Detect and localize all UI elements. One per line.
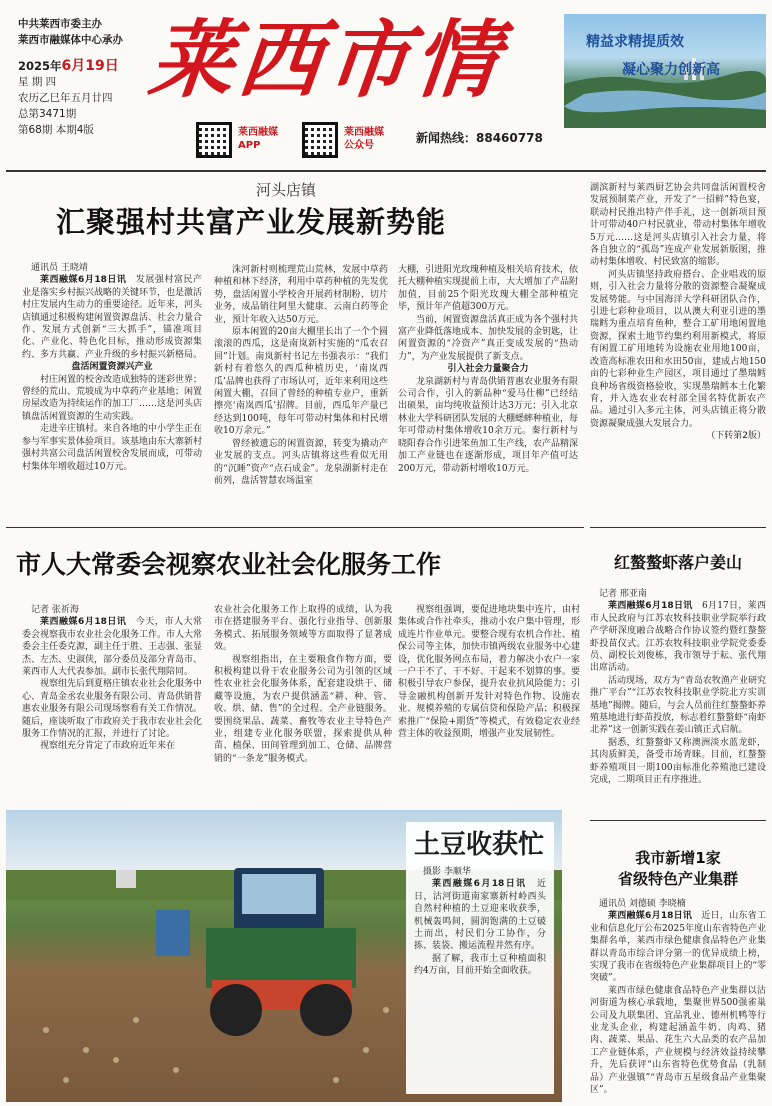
article2-dateline: 莱西融媒6月18日讯 (40, 617, 127, 628)
photo-caption-para (414, 878, 546, 952)
article1-col1-para (22, 274, 202, 361)
article1-subhead-1: 盘活闲置资源兴产业 (71, 362, 153, 373)
photo-title: 土豆收获忙 (414, 830, 545, 860)
issue-year: 2025年 (18, 59, 62, 73)
article2-col1-para: 视察组先后到夏格庄镇农业社会化服务中心、青岛金丞农业服务有限公司、青岛供销普惠农业服务有限公司现场察看有关工作情况。随后，座谈听取了市政府关于我市农业社会化服务工作情况的汇报，并进行了讨论。 (22, 679, 202, 740)
banner-slogan-1: 精益求精提质效 (586, 34, 684, 50)
article1-column-2 (214, 264, 388, 520)
article2-col2-para: 农业社会化服务工作上取得的成绩，认为我市在搭建服务平台、强化行业指导、创新服务模式、拓展服务领域等方面取得了显著成效。 (214, 605, 392, 653)
app-qr-label (238, 126, 278, 152)
article1-headline: 汇聚强村共富产业发展新势能 (56, 205, 447, 239)
photo-caption-para: 据了解，我市土豆种植面积约4万亩，目前开始全面收获。 (414, 953, 546, 977)
issue-info: 第68期 本期4版 (18, 124, 94, 136)
potato-harvest-photo (6, 810, 562, 1102)
article3-text-1: 6月17日，莱西市人民政府与江苏农牧科技职业学院举行政产学研深度融合战略合作协议签约暨红螯螯虾投苗仪式。江苏农牧科技职业学院党委委员、副校长刘俊栋，我市领导于耘、张代翔出席活动。 (590, 601, 766, 674)
article3-para (590, 600, 766, 674)
article1-col4-para: 河头店镇坚持政府搭台、企业唱戏的原则，引入社会力量将分散的资源整合凝聚成发展势能。与中国海洋大学科研团队合作，引进七彩种业项目，以从澳大利亚引进的墨瑞鳕为重点培育鱼种，整合工矿用地闲置地资源，探索土地节约集约利用新模式，将原有闲置工矿用地转为设施农业用地100亩，改造高标准农田和水田50亩，建成占地150亩的七彩种业生产园区，项目通过了墨瑞鳕良种场省级资格验收，实现墨瑞鳕本土化繁育，并入选农业农村部全国名特优新农产品。通过引入多元主体，河头店镇正将分散资源凝聚成强大发展合力。 (590, 269, 766, 429)
article3-byline: 记者 邢亚南 (599, 589, 647, 599)
wechat-qr-code[interactable] (302, 122, 338, 158)
article4-text-1: 近日，山东省工业和信息化厅公布2025年度山东省特色产业集群名单，莱西市绿色健康食品特色产业集群以青岛市综合评分第一的优异成绩上榜，实现了我市在省级特色产业集群项目上的“零突破”。 (590, 911, 766, 984)
article4-headline-line-1: 我市新增1家 (635, 849, 721, 867)
app-qr-code[interactable] (196, 122, 232, 158)
masthead-divider (6, 170, 766, 172)
article3-para: 活动现场，双方为“青岛农牧渔产业研究推广平台”“江苏农牧科技职业学院北方实训基地”揭牌。随后，与会人员前往红螯螯虾养殖基地进行虾苗投放，标志着红螯螯虾“南虾北养”这一创新实践在姜山镇正式启航。 (590, 675, 766, 736)
article2-col1-para: 视察组充分肯定了市政府近年来在 (40, 741, 176, 752)
sponsor-line-1: 中共莱西市委主办 (18, 18, 102, 30)
photo-dateline: 莱西融媒6月18日讯 (432, 879, 527, 890)
article3-headline: 红螯螯虾落户姜山 (613, 553, 742, 572)
article4-para (590, 910, 766, 984)
article4-para: 莱西市绿色健康食品特色产业集群以沽河街道为核心承载地，集聚世界500强雀巢公司及九联集团、宜品乳业、德州机鸭等行业龙头企业，构建起涵盖牛奶、肉鸡、猪肉、蔬菜、果品、花生六大品类的农产品加工产业链体系，产业规模与经济效益持续攀升，先后获评“山东省特色优势食品（乳制品）产业强镇”“青岛市五星级食品产业集聚区”。 (590, 985, 766, 1096)
article1-col1-para: 村庄闲置的校舍改造成独特的迷彩世界；曾经的荒山、荒坡成为中草药产业基地；闲置房屋改造为持续运作的加工厂……这是河头店镇盘活闲置资源的生动实践。 (22, 374, 202, 422)
issue-total: 总第3471期 (18, 108, 77, 120)
masthead-info (18, 16, 146, 138)
article1-col1-text-1: 发展强村富民产业是落实乡村振兴战略的关键环节，也是激活村庄发展内生动力的重要途径。近年来，河头店镇通过积极构建闲置资源盘活、社会力量合作、发展方式创新“三大抓手”，锚准项目化、产业化、特色化目标，推动形成资源集约、多方共赢、产业升级的乡村振兴新格局。 (22, 275, 202, 360)
article3-para: 据悉，红螯螯虾又称澳洲淡水蓝龙虾，其肉质鲜美，备受市场青睐。目前，红螯螯虾养殖项目一期100亩标准化养殖池已建设完成，二期项目正有序推进。 (590, 737, 766, 786)
article1-col2-para: 曾经被遗忘的闲置资源，转变为撬动产业发展的支点。河头店镇将这些看似无用的“沉睡”资产“点石成金”。龙泉湖新村走在前列，盘活智慧农场温室 (214, 438, 388, 486)
article1-byline: 通讯员 王晓靖 (31, 263, 88, 273)
article2-col3-para: 视察组强调，要促进地块集中连片，由村集体或合作社牵头，推动小农户集中管理，形成连片作业单元。要整合现有农机合作社、植保公司等主体，加快市镇两级农业服务中心建设，优化服务网点布局，着力解决小农户一家一户干不了、干不好、干起来不划算的事。要积极引导农户参保，提升农业抗风险能力；引导金融机构创新开发针对特色作物、设施农业、规模养殖的专属信贷和保险产品；积极探索推广“保险+期货”等模式，有效稳定农业经营主体的收益预期，增强产业发展韧性。 (398, 605, 580, 740)
photo-caption-box (406, 822, 554, 1094)
photo-byline: 摄影 李顺华 (423, 867, 471, 877)
section-divider-2 (590, 527, 766, 528)
article2-col1-para (22, 616, 202, 678)
article3-dateline: 莱西融媒6月18日讯 (608, 601, 693, 612)
article1-subhead-2: 引入社会力量聚合力 (447, 364, 529, 375)
issue-month-day: 6月19日 (61, 58, 119, 74)
article1-col1-para: 走进辛庄镇村。来自各地的中小学生正在参与军事实景体验项目。该基地由东大寨新村强村共富公司盘活闲置校舍发展而成，可带动村集体年增收超过10万元。 (22, 424, 202, 472)
article2-column-2 (214, 604, 392, 800)
article1-dateline: 莱西融媒6月18日讯 (40, 275, 127, 286)
article2-column-3 (398, 604, 580, 800)
article1-col2-para: 洙河新村则梳理荒山荒林，发展中草药种植和林下经济，利用中草药种植的先发优势，盘活闲置小学校舍开展药材制粉、切片业务，成品销往阿里大健康、云南白药等企业，预计年收入达50万元。 (214, 265, 388, 325)
article4-byline: 通讯员 刘德硕 李晓楠 (599, 899, 686, 909)
article2-headline: 市人大常委会视察农业社会化服务工作 (16, 550, 442, 579)
article1-col3-para: 龙泉湖新村与青岛供销普惠农业服务有限公司合作，引入的新品种“爱马仕柳”已经结出硕果，亩均纯收益预计达3万元；引入北京林业大学科研团队发展的大棚蟋蟀种植业，每年可带动村集体增收10余万元。秦行新村与晓阳春合作引进笨鱼加工生产线，农产品精深加工产业链也在逐渐形成，项目年产值可达200万元，带动新村增收10万元。 (398, 376, 578, 474)
photo-caption-text-1: 近日，沽河街道南家寨新村岭西头自然村种植的土豆迎来收获季，机械轰鸣间，圆润饱满的土豆破土而出，村民们分工协作，分拣、装袋、搬运流程井然有序。 (414, 879, 546, 952)
article1-col3-para: 大棚，引进阳光玫瑰种植及相关培育技术，依托大棚种植实现提前上市，大大增加了产品附加值，目前25个阳光玫瑰大棚全部种植完毕，预计年产值超300万元。 (398, 265, 578, 313)
app-label-2: APP (238, 140, 261, 151)
article1-kicker: 河头店镇 (256, 181, 317, 199)
wechat-label-2: 公众号 (344, 140, 374, 151)
newspaper-logo: 莱西市情 (144, 10, 508, 109)
section-divider-3 (590, 820, 766, 821)
article1-column-3 (398, 264, 578, 520)
section-divider-1 (6, 527, 584, 528)
article1-col4-para: 湖滨新村与莱西厨艺协会共同盘活闲置校舍发展预制菜产业，开发了“一招鲜”特色宴，联动村民推出特产伴手礼，这一创新项目预计可带动40户村民就业，带动村集体年增收5万元……这是河头店镇引入社会力量，将各自独立的“孤岛”连成产业发展新版图，推动村集体增收、村民致富的缩影。 (590, 183, 766, 268)
issue-date (18, 58, 146, 74)
article4-dateline: 莱西融媒6月18日讯 (608, 911, 693, 922)
wechat-label-1: 莱西融媒 (344, 127, 384, 138)
article4-body (590, 898, 766, 1102)
masthead-banner-image (564, 14, 766, 128)
article1-column-4 (590, 182, 766, 510)
article1-col2-para: 原本闲置的20亩大棚里长出了一个个圆滚滚的西瓜，这是南岚新村实施的“瓜农召回”计划。南岚新村书记左书强表示：“我们新村有着悠久的西瓜种植历史，‘南岚西瓜’品牌也获得了市场认可，近年来利用这些闲置大棚，召回了曾经的种植专业户，重新擦亮‘南岚西瓜’招牌。目前，西瓜年产量已经达到100吨，每年可带动村集体和村民增收10万余元。” (214, 327, 388, 437)
app-label-1: 莱西融媒 (238, 127, 278, 138)
article2-byline: 记者 张祈海 (31, 605, 79, 615)
article1-column-1 (22, 262, 202, 520)
article4-headline-line-2: 省级特色产业集群 (617, 870, 738, 888)
news-hotline: 新闻热线：88460778 (416, 131, 543, 145)
article2-column-1 (22, 604, 202, 800)
sponsor-line-2: 莱西市融媒体中心承办 (18, 34, 123, 46)
article4-headline (590, 848, 766, 890)
article1-col3-para: 当前，闲置资源盘活真正成为各个强村共富产业降低落地成本、加快发展的金钥匙，让闲置资源的“冷资产”真正变成发展的“热动力”，为产业发展提供了新支点。 (398, 314, 578, 362)
article2-col1-text-1: 今天，市人大常委会视察我市农业社会化服务工作。市人大常委会主任委克源，副主任于胜、王志强、张显杰、左杰、史淑侠，部分委员及部分青岛市、莱西市人大代表参加。副市长张代翔陪同。 (22, 617, 202, 678)
article3-body (590, 588, 766, 802)
article1-continued-note[interactable]: （下转第2版） (706, 431, 766, 442)
issue-weekday: 星 期 四 (18, 76, 57, 88)
article2-col2-para: 视察组指出，在主要粮食作物方面，要积极构建以骨干农业服务公司为引领的区域性农业社会化服务体系，配套建设烘干、储藏等设施，为农户提供涵盖“耕、种、管、收、烘、储、售”的全过程、全产业链服务。要围绕果品、蔬菜、畜牧等农业主导特色产业，组建专业化服务联盟，探索提供从种苗、植保、田间管理到加工、仓储、品牌营销的“一条龙”服务模式。 (214, 654, 392, 764)
banner-slogan-2: 凝心聚力创新高 (622, 62, 720, 78)
wechat-qr-label (344, 126, 384, 152)
issue-lunar: 农历乙巳年五月廿四 (18, 92, 113, 104)
